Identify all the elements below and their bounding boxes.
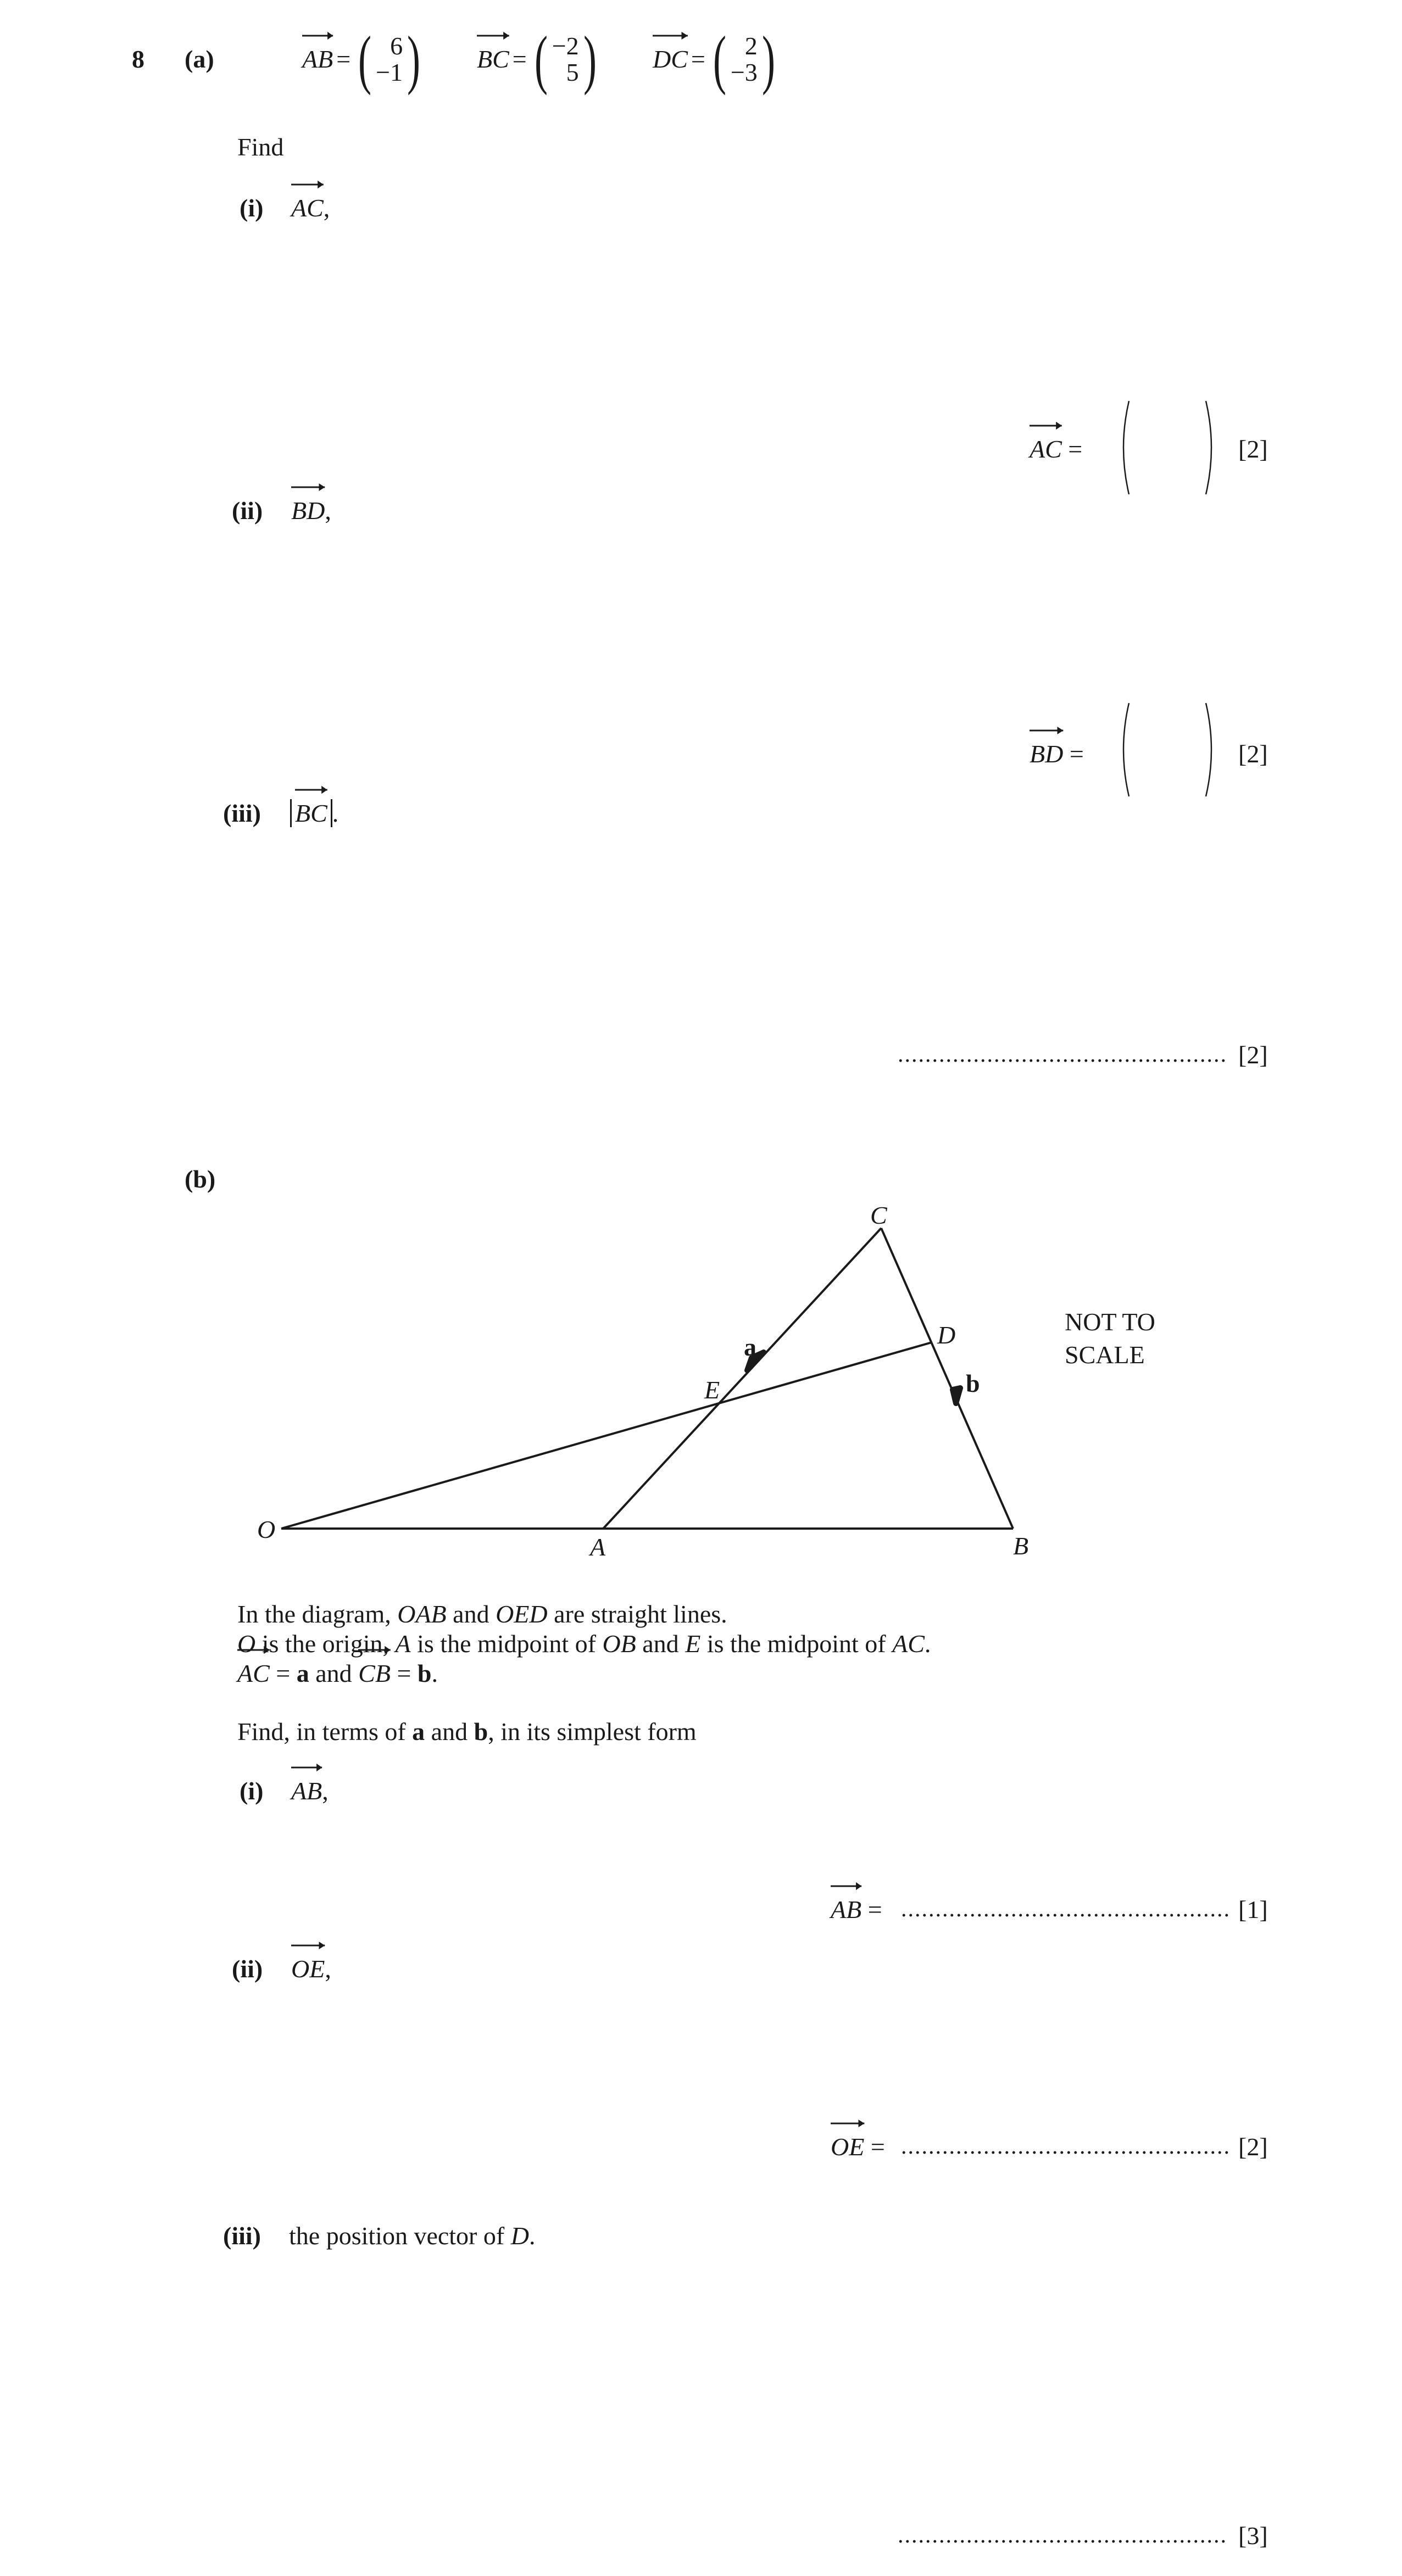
item-a-i-label: (i) [240, 194, 264, 222]
item-b-iii-label: (iii) [223, 2222, 261, 2250]
part-a-label: (a) [185, 45, 214, 73]
answer-line[interactable]: ................................................ [901, 1897, 1231, 1922]
vector-ab-given: AB = ( 6 −1 ) [302, 23, 421, 96]
item-b-iii-text: the position vector of D. [289, 2222, 536, 2250]
marks: [2] [1238, 435, 1268, 463]
point-d-label: D [937, 1321, 956, 1349]
marks: [3] [1238, 2522, 1268, 2550]
item-a-iii-magnitude: BC . [290, 801, 338, 826]
point-b-label: B [1013, 1532, 1029, 1560]
item-a-ii-label: (ii) [232, 497, 263, 525]
vector-dc-given: DC = ( 2 −3 ) [653, 23, 775, 96]
marks: [1] [1238, 1895, 1268, 1923]
item-b-ii-label: (ii) [232, 1955, 263, 1983]
vector-top: 6 [390, 31, 403, 60]
line-od [281, 1342, 932, 1529]
part-b-label: (b) [185, 1165, 216, 1193]
item-b-i-vector: AB , [291, 1777, 329, 1805]
vector-a-label: a [744, 1333, 756, 1361]
find-instruction: Find, in terms of a and b, in its simplest form [237, 1718, 697, 1746]
not-to-scale-line2: SCALE [1065, 1341, 1145, 1369]
answer-line[interactable]: ................................................ [898, 1042, 1227, 1067]
answer-ac: AC = [1030, 435, 1083, 463]
item-b-i-label: (i) [240, 1777, 264, 1805]
answer-line[interactable]: ................................................ [901, 2134, 1231, 2159]
point-a-label: A [590, 1533, 606, 1561]
answer-bd: BD = [1030, 740, 1084, 768]
line-cb [881, 1228, 1013, 1529]
find-label: Find [237, 133, 284, 161]
description-line-2: O is the origin, A is the midpoint of OB and E is the midpoint of AC. [237, 1630, 931, 1658]
vector-name: AB [302, 45, 333, 73]
point-c-label: C [870, 1201, 887, 1229]
item-a-ii-vector: BD , [291, 497, 331, 525]
item-b-ii-vector: OE , [291, 1955, 331, 1983]
marks: [2] [1238, 2133, 1268, 2161]
arrow-b [953, 1388, 960, 1403]
answer-line[interactable]: ................................................ [898, 2523, 1227, 2548]
vector-bc-given: BC = ( −2 5 ) [477, 23, 597, 96]
not-to-scale-line1: NOT TO [1065, 1308, 1155, 1336]
vector-bottom: −1 [376, 58, 403, 86]
marks: [2] [1238, 1041, 1268, 1069]
answer-ab: AB = [831, 1895, 882, 1923]
line-ac [603, 1228, 881, 1529]
description-line-1: In the diagram, OAB and OED are straight lines. [237, 1600, 727, 1628]
answer-oe: OE = [831, 2133, 885, 2161]
vector-b-label: b [966, 1369, 980, 1397]
marks: [2] [1238, 740, 1268, 768]
item-a-iii-label: (iii) [223, 799, 261, 827]
point-o-label: O [257, 1515, 276, 1543]
point-e-label: E [704, 1376, 720, 1404]
description-line-3: AC = a and CB = b. [237, 1659, 438, 1687]
question-number: 8 [132, 45, 144, 73]
item-a-i-vector: AC , [291, 194, 330, 222]
